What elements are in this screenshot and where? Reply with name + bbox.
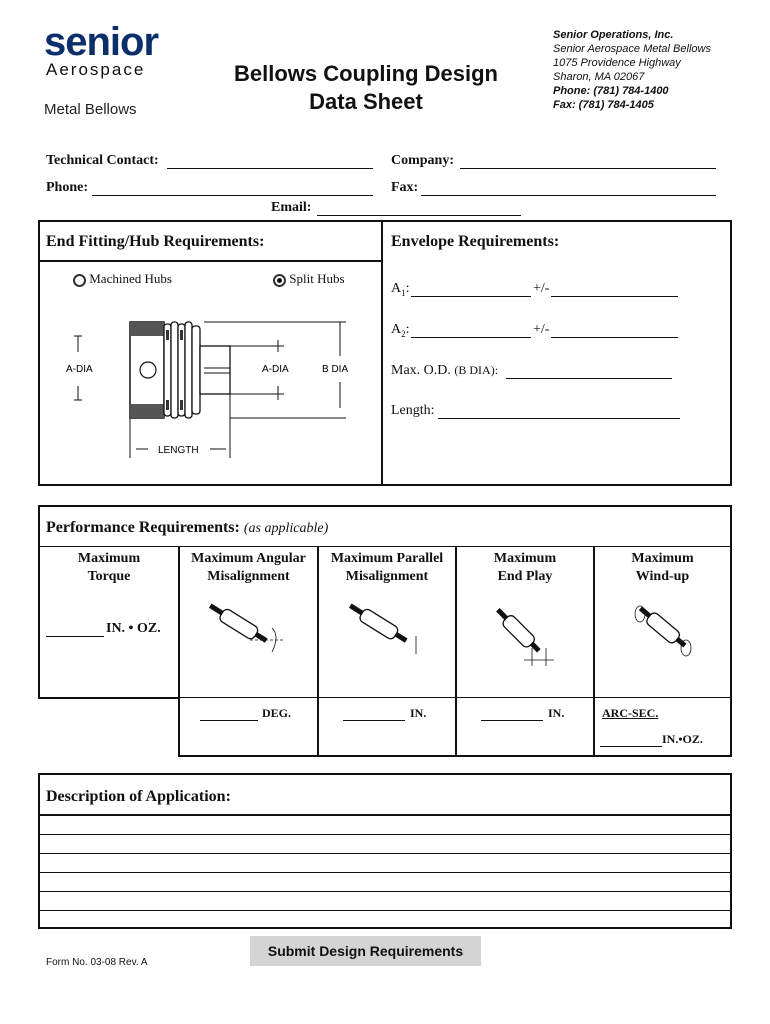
end-fitting-title: End Fitting/Hub Requirements: [46, 233, 265, 250]
a2-label: $A_2$: [391, 322, 410, 339]
description-line-5[interactable] [39, 910, 731, 911]
max-windup-header: Maximum Wind-up [631, 551, 694, 584]
max-angular-header: Maximum Angular Misalignment [191, 551, 306, 584]
a2-field[interactable] [411, 337, 531, 338]
end-fitting-header-line [39, 260, 381, 262]
a1-label: $A_1$: [391, 281, 410, 298]
a-dia-left-label: A-DIA [66, 364, 93, 375]
fax-label: Fax: [391, 180, 419, 195]
description-line-2[interactable] [39, 853, 731, 854]
logo-unit: Metal Bellows [44, 101, 137, 118]
description-line-3[interactable] [39, 872, 731, 873]
senior-logo: senior [44, 20, 159, 64]
fax-field[interactable] [421, 195, 716, 196]
angular-unit: DEG. [262, 706, 292, 720]
windup-unit-arcsec: ARC-SEC. [602, 706, 659, 720]
company-label: Company: [391, 153, 455, 168]
description-line-4[interactable] [39, 891, 731, 892]
performance-title: Performance Requirements: (as applicable) [46, 519, 329, 536]
perf-bottom [178, 755, 732, 757]
logo-division: Aerospace [46, 60, 146, 79]
technical-contact-field[interactable] [167, 168, 373, 169]
parallel-unit: IN. [410, 706, 427, 720]
perf-border-right [730, 505, 732, 756]
machined-hubs-option[interactable] [73, 271, 172, 287]
machined-hubs-radio[interactable] [73, 274, 86, 287]
length-label: LENGTH [158, 445, 199, 456]
coupling-diagram [44, 300, 374, 465]
end-play-illustration [488, 604, 568, 670]
max-endplay-header: Maximum End Play [493, 551, 557, 584]
parallel-misalignment-illustration [340, 596, 430, 662]
windup-unit-inoz: IN.•OZ. [662, 732, 703, 746]
technical-contact-label: Technical Contact: [46, 153, 159, 168]
form-number: Form No. 03-08 Rev. A [46, 957, 148, 968]
length-field[interactable] [438, 418, 680, 419]
page-title: Bellows Coupling Design Data Sheet [233, 61, 498, 114]
a2-tolerance-label: +/- [533, 322, 550, 337]
split-hubs-label: Split Hubs [289, 271, 345, 286]
description-line-1[interactable] [39, 834, 731, 835]
a2-tolerance-field[interactable] [551, 337, 678, 338]
angular-misalignment-illustration [200, 596, 290, 662]
max-od-label: Max. O.D. (B DIA): [391, 363, 499, 378]
email-field[interactable] [317, 215, 521, 216]
wind-up-illustration [626, 604, 706, 664]
max-parallel-header: Maximum Parallel Misalignment [330, 551, 444, 584]
a1-tolerance-field[interactable] [551, 296, 678, 297]
a1-tolerance-label: +/- [533, 281, 550, 296]
submit-button[interactable]: Submit Design Requirements [250, 936, 481, 966]
split-hubs-option[interactable] [273, 271, 345, 287]
perf-row-divider [178, 697, 732, 698]
machined-hubs-label: Machined Hubs [89, 271, 172, 286]
angular-field[interactable] [200, 720, 258, 721]
section-divider [381, 220, 383, 486]
endplay-unit: IN. [548, 706, 565, 720]
envelope-title: Envelope Requirements: [391, 233, 560, 250]
company-address: Senior Operations, Inc. Senior Aerospace Metal Bellows 1075 Providence Highway Sharon, MA 02067 Phone: (781) 784-1400 Fax: (781) 784-1405 [553, 29, 711, 111]
perf-torque-bottom [38, 697, 178, 699]
torque-field[interactable] [46, 636, 104, 637]
description-title: Description of Application: [46, 788, 231, 805]
max-torque-header: Maximum Torque [77, 551, 141, 584]
a-dia-right-label: A-DIA [262, 364, 289, 375]
phone-field[interactable] [92, 195, 373, 196]
b-dia-label: B DIA [322, 364, 349, 375]
endplay-field[interactable] [481, 720, 543, 721]
parallel-field[interactable] [343, 720, 405, 721]
a1-field[interactable] [411, 296, 531, 297]
torque-unit: IN. • OZ. [106, 621, 161, 636]
split-hubs-radio[interactable] [273, 274, 286, 287]
company-field[interactable] [460, 168, 716, 169]
windup-field[interactable] [600, 746, 662, 747]
phone-label: Phone: [46, 180, 88, 195]
max-od-field[interactable] [506, 378, 672, 379]
description-header-line [39, 814, 731, 816]
email-label: Email: [271, 200, 312, 215]
length-field-label: Length: [391, 403, 435, 418]
